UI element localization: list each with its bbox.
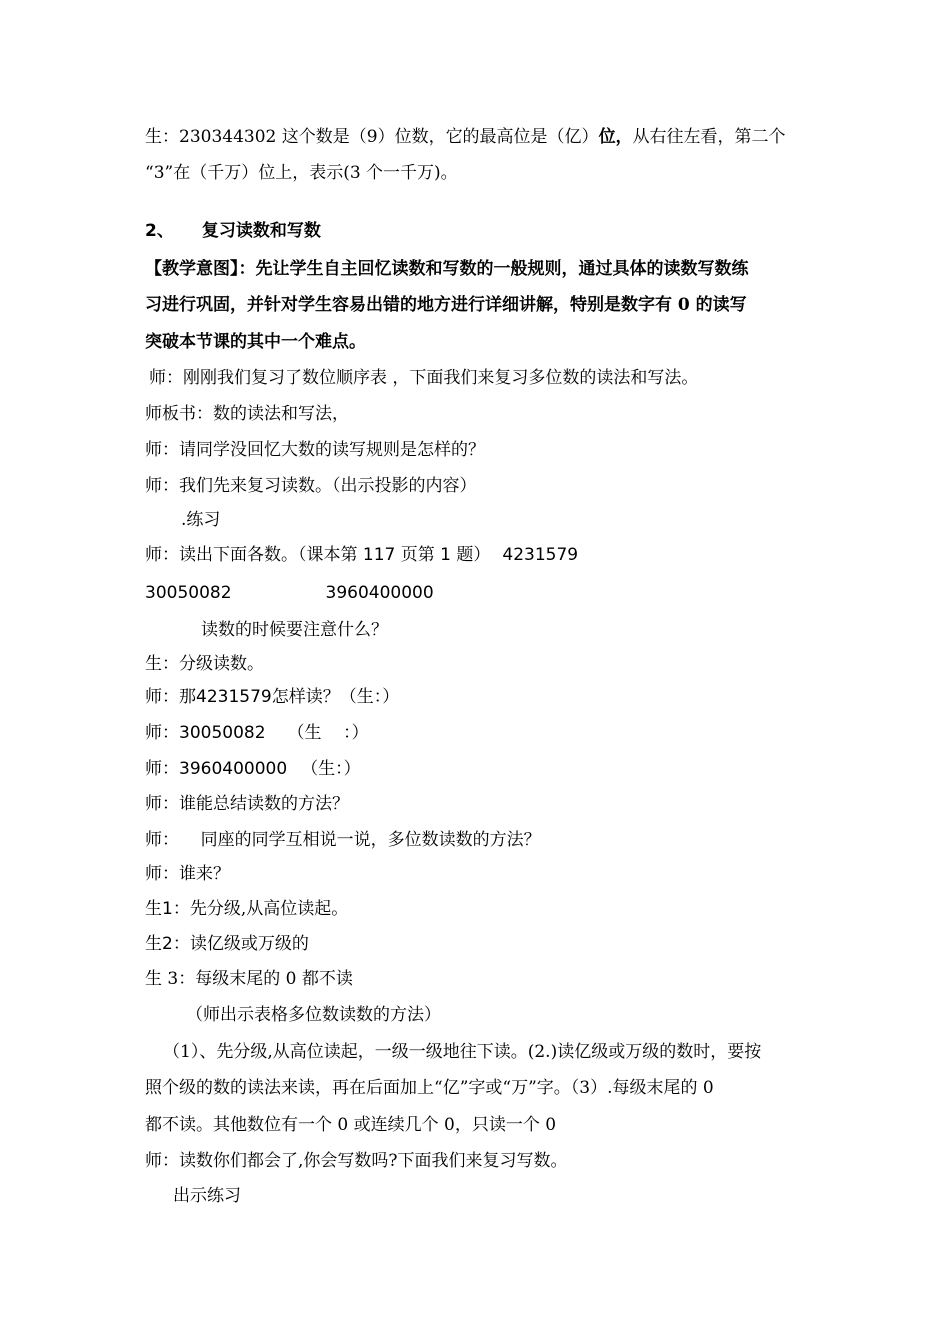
paragraph-line: 师：我们先来复习读数。（出示投影的内容） xyxy=(145,476,477,496)
paragraph-line xyxy=(145,685,815,709)
section-heading xyxy=(145,219,815,243)
text-run: 生 xyxy=(145,899,162,919)
paragraph-line: 师：刚刚我们复习了数位顺序表 ，下面我们来复习多位数的读法和写法。 xyxy=(149,368,699,388)
paragraph-line: 都不读。其他数位有一个 0 或连续几个 0，只读一个 0 xyxy=(145,1115,557,1135)
number-run: 3960400000 xyxy=(325,583,434,603)
paragraph-line: 师：读数你们都会了,你会写数吗?下面我们来复习写数。 xyxy=(145,1151,568,1171)
text-run-bold: 位， xyxy=(598,127,633,147)
heading-text: 复习读数和写数 xyxy=(201,221,321,241)
paragraph-line: （师出示表格多位数读数的方法） xyxy=(186,1005,441,1025)
text-run: 页第 xyxy=(400,545,435,565)
paragraph-line xyxy=(145,125,815,149)
paragraph-line: 师：谁来？ xyxy=(145,864,230,884)
heading-number: 2、 xyxy=(145,221,174,241)
teaching-intent-line: 【教学意图】：先让学生自主回忆读数和写数的一般规则，通过具体的读数写数练 xyxy=(145,259,749,279)
paragraph-line: （1）、先分级,从高位读起，一级一级地往下读。(2.)读亿级或万级的数时，要按 xyxy=(163,1042,762,1062)
paragraph-line xyxy=(145,897,815,921)
text-run: 怎样读？（生：） xyxy=(271,687,400,707)
number-run: 4231579 xyxy=(196,687,272,707)
text-run: “3”在（千万）位上，表示(3 个一千万)。 xyxy=(145,163,458,183)
text-run: 师：读出下面各数。（课本第 xyxy=(145,545,358,565)
number-run: 30050082 xyxy=(179,723,266,743)
number-run: 4231579 xyxy=(502,545,579,565)
text-run: 师： xyxy=(145,723,179,743)
teaching-intent-line: 突破本节课的其中一个难点。 xyxy=(145,332,366,352)
number-run: 1 xyxy=(440,545,451,565)
paragraph-line xyxy=(145,757,815,781)
text-run: 从右往左看，第二个 xyxy=(632,127,786,147)
paragraph-line: 师：请同学没回忆大数的读写规则是怎样的？ xyxy=(145,440,485,460)
paragraph-line: 生：分级读数。 xyxy=(145,654,264,674)
text-run: （生 ：） xyxy=(287,723,369,743)
number-run: 3960400000 xyxy=(179,759,288,779)
number-run: 117 xyxy=(362,545,396,565)
text-run: 生 xyxy=(145,934,162,954)
paragraph-line: 读数的时候要注意什么？ xyxy=(201,620,388,640)
text-run: （生：） xyxy=(301,759,361,779)
number-run: 1 xyxy=(162,899,173,919)
paragraph-line: 照个级的数的读法来读，再在后面加上“亿”字或“万”字。（3）.每级末尾的 0 xyxy=(145,1078,714,1098)
paragraph-line: 出示练习 xyxy=(173,1186,241,1206)
paragraph-line: 师板书：数的读法和写法， xyxy=(145,404,349,424)
text-run: 题） xyxy=(456,545,491,565)
paragraph-line: 生 3：每级末尾的 0 都不读 xyxy=(145,969,353,989)
paragraph-line xyxy=(145,581,815,605)
text-run: 师：那 xyxy=(145,687,196,707)
paragraph-line: .练习 xyxy=(181,510,221,530)
text-run: ：读亿级或万级的 xyxy=(172,934,309,954)
paragraph-line xyxy=(145,721,815,745)
number-run: 2 xyxy=(162,934,173,954)
paragraph-line xyxy=(145,543,815,567)
paragraph-line xyxy=(145,161,815,185)
paragraph-line: 师： 同座的同学互相说一说，多位数读数的方法？ xyxy=(145,830,541,850)
text-run: ：先分级,从高位读起。 xyxy=(172,899,349,919)
text-run: 师： xyxy=(145,759,179,779)
text-run: 生：230344302 这个数是（9）位数，它的最高位是（亿） xyxy=(145,127,599,147)
paragraph-line xyxy=(145,932,815,956)
number-run: 30050082 xyxy=(145,583,232,603)
paragraph-line: 师：谁能总结读数的方法？ xyxy=(145,794,349,814)
teaching-intent-line: 习进行巩固，并针对学生容易出错的地方进行详细讲解，特别是数字有 0 的读写 xyxy=(145,295,747,315)
